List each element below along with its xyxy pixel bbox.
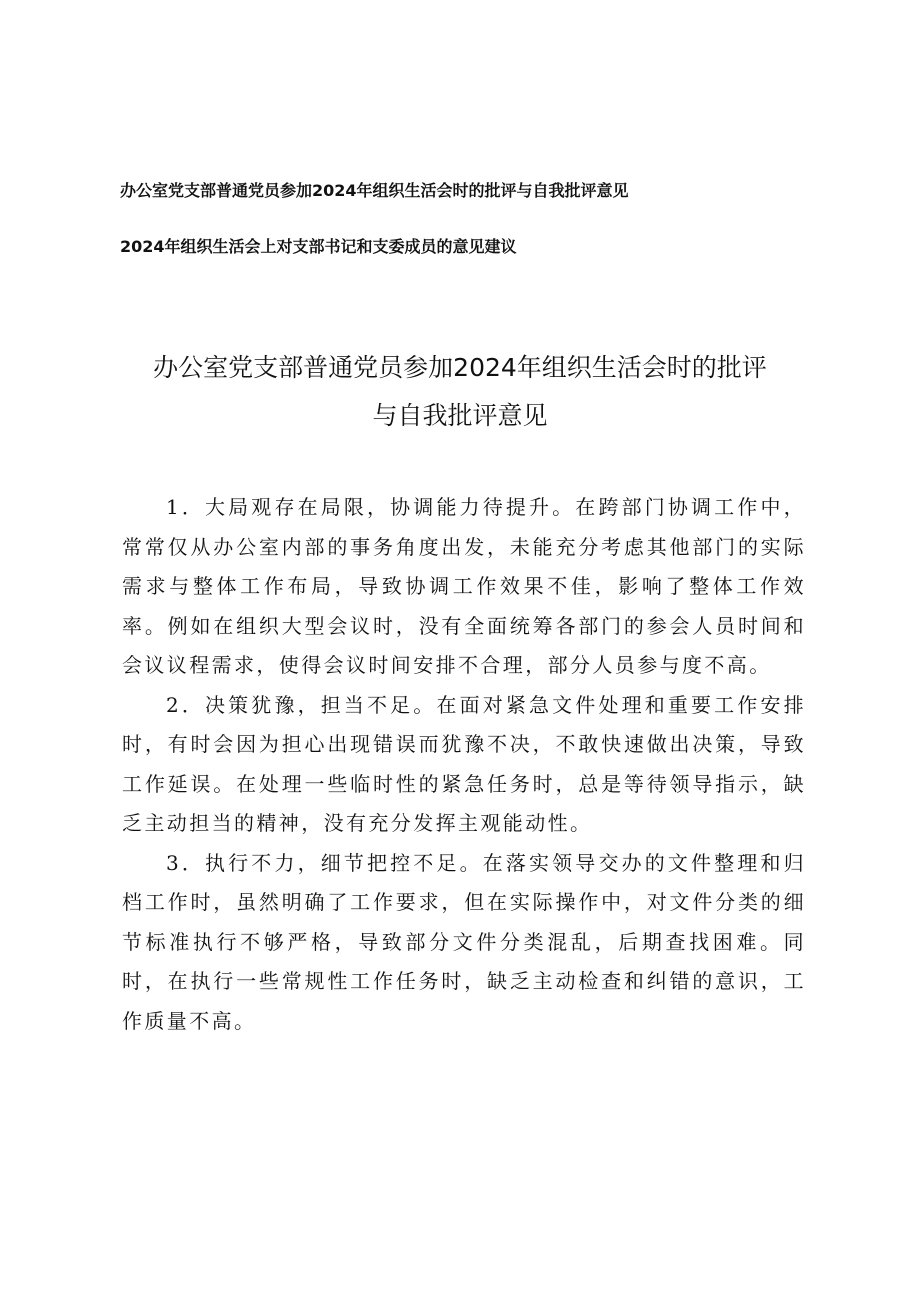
paragraph-3: 3．执行不力，细节把控不足。在落实领导交办的文件整理和归档工作时，虽然明确了工作要求，但在实际操作中，对文件分类的细节标准执行不够严格，导致部分文件分类混乱，后期查找困难。同时，在执行一些常规性工作任务时，缺乏主动检查和纠错的意识，工作质量不高。 (122, 850, 806, 1033)
document-body (122, 488, 806, 1041)
document-title-line-2: 与自我批评意见 (372, 401, 548, 430)
toc-line-1: 办公室党支部普通党员参加2024年组织生活会时的批评与自我批评意见 (120, 181, 629, 200)
paragraph-1: 1．大局观存在局限，协调能力待提升。在跨部门协调工作中，常常仅从办公室内部的事务角度出发，未能充分考虑其他部门的实际需求与整体工作布局，导致协调工作效果不佳，影响了整体工作效率。例如在组织大型会议时，没有全面统筹各部门的参会人员时间和会议议程需求，使得会议时间安排不合理，部分人员参与度不高。 (122, 495, 806, 677)
toc-line-2: 2024年组织生活会上对支部书记和支委成员的意见建议 (120, 237, 517, 256)
document-title-line-1: 办公室党支部普通党员参加2024年组织生活会时的批评 (153, 353, 767, 382)
paragraph-2: 2．决策犹豫，担当不足。在面对紧急文件处理和重要工作安排时，有时会因为担心出现错误而犹豫不决，不敢快速做出决策，导致工作延误。在处理一些临时性的紧急任务时，总是等待领导指示，缺乏主动担当的精神，没有充分发挥主观能动性。 (122, 692, 806, 835)
